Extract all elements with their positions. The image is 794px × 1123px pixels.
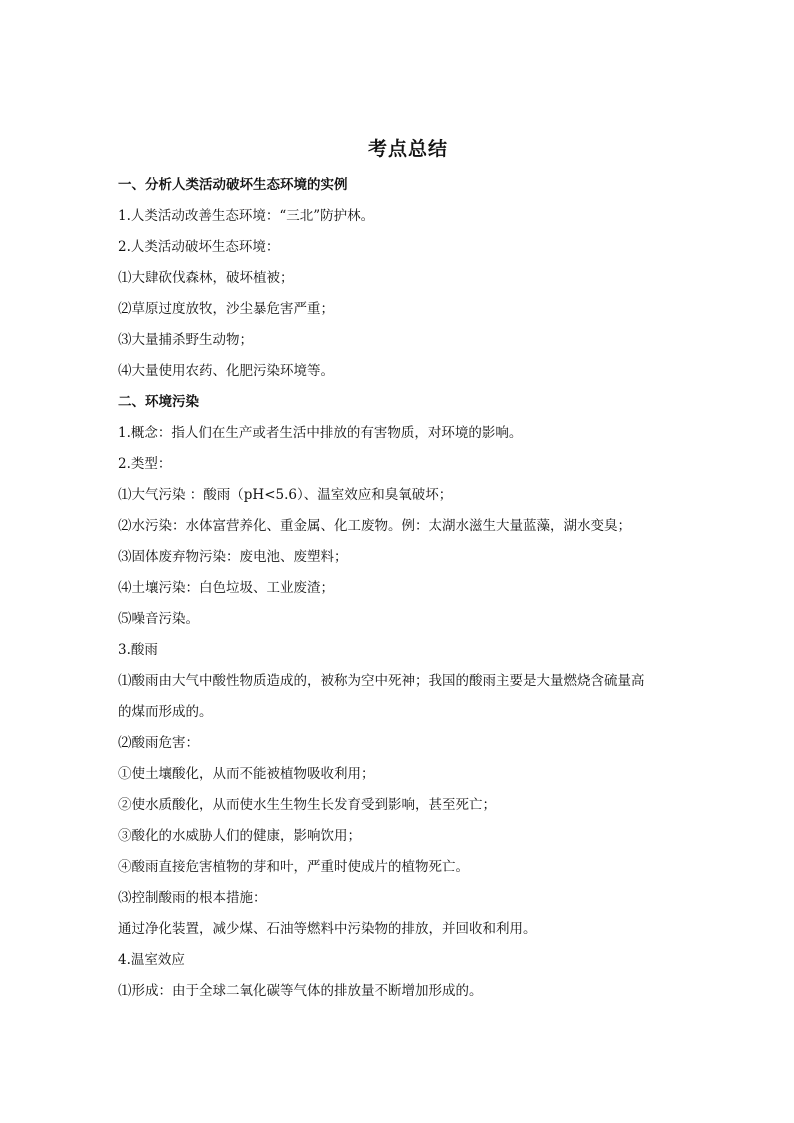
text-line: 2.类型： [118,456,172,472]
text-line: ⑴大气污染 ：酸雨（pH<5.6）、温室效应和臭氧破坏； [118,487,453,503]
text-line: 通过净化装置，减少煤、石油等燃料中污染物的排放，并回收和利用。 [118,921,537,937]
text-lines [118,170,698,1007]
text-line: ②使水质酸化，从而使水生生物生长发育受到影响，甚至死亡； [118,797,496,813]
text-line: ⑷土壤污染：白色垃圾、工业废渣； [118,580,334,596]
text-line: 2.人类活动破坏生态环境： [118,239,280,255]
text-line: 4.温室效应 [118,952,185,968]
text-line: 1.概念：指人们在生产或者生活中排放的有害物质，对环境的影响。 [118,425,523,441]
text-line: ⑴形成：由于全球二氧化碳等气体的排放量不断增加形成的。 [118,983,483,999]
text-line: 3.酸雨 [118,642,158,658]
text-line: 1.人类活动改善生态环境：“三北”防护林。 [118,208,375,224]
document-body [118,134,698,1007]
page-title: 考点总结 [367,138,448,160]
text-line: 的煤而形成的。 [118,704,213,720]
text-line: ④酸雨直接危害植物的芽和叶，严重时使成片的植物死亡。 [118,859,469,875]
text-line: ③酸化的水威胁人们的健康，影响饮用； [118,828,361,844]
text-line: ⑴大肆砍伐森林，破坏植被； [118,270,294,286]
text-line: ⑷大量使用农药、化肥污染环境等。 [118,363,334,379]
text-line: ⑶控制酸雨的根本措施： [118,890,267,906]
text-line: ⑶大量捕杀野生动物； [118,332,253,348]
text-line: ⑶固体废弃物污染：废电池、废塑料； [118,549,348,565]
text-line: ⑸噪音污染。 [118,611,199,627]
section-heading: 一、分析人类活动破坏生态环境的实例 [118,177,348,193]
text-line: ⑵酸雨危害： [118,735,199,751]
text-line: ⑴酸雨由大气中酸性物质造成的，被称为空中死神；我国的酸雨主要是大量燃烧含硫量高 [118,673,645,689]
text-line: ①使土壤酸化，从而不能被植物吸收利用； [118,766,375,782]
text-line: ⑵草原过度放牧，沙尘暴危害严重； [118,301,334,317]
text-line: ⑵水污染：水体富营养化、重金属、化工废物。例：太湖水滋生大量蓝藻，湖水变臭； [118,518,631,534]
section-heading: 二、环境污染 [118,394,199,410]
